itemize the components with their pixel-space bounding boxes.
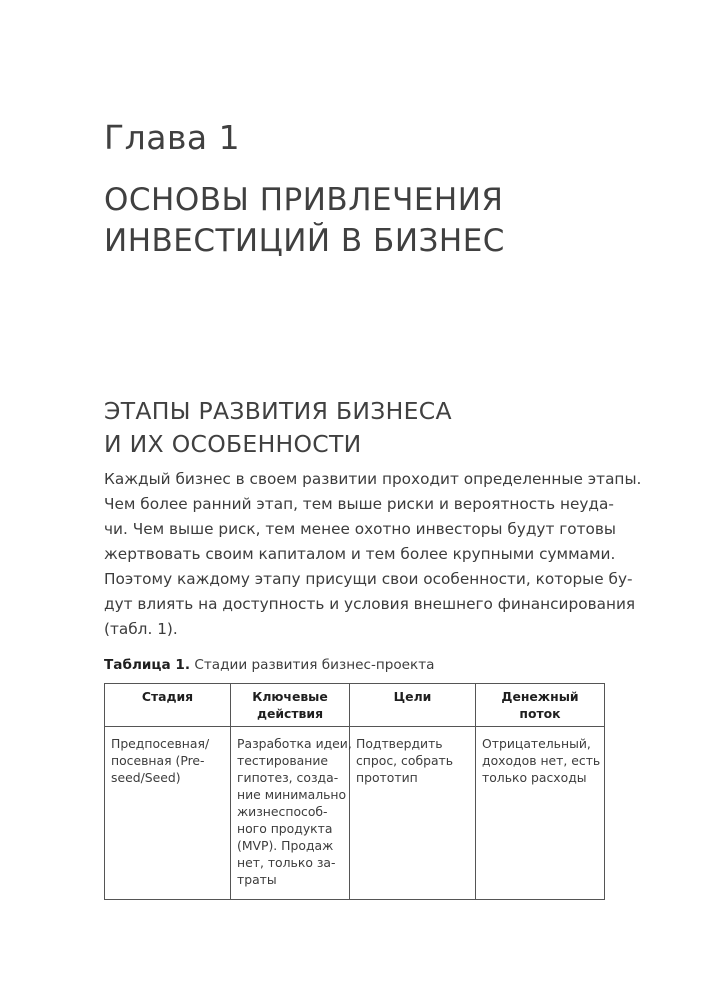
cell-stage: [105, 727, 231, 900]
table-row: [105, 727, 605, 900]
table-caption-label: Таблица 1.: [104, 657, 191, 673]
header-line: Стадия: [141, 689, 194, 704]
header-line: Денежный: [501, 689, 579, 704]
body-line: чи. Чем выше риск, тем менее охотно инвесторы будут готовы: [104, 520, 617, 538]
cell-line: жизнеспособ-: [237, 804, 328, 819]
header-cash-flow: [476, 684, 605, 727]
cell-line: Подтвердить: [356, 736, 443, 751]
header-stage: [105, 684, 231, 727]
chapter-title-line: ИНВЕСТИЦИЙ В БИЗНЕС: [104, 223, 505, 259]
cell-line: тестирование: [237, 753, 329, 768]
body-line: дут влиять на доступность и условия внешнего финансирования: [104, 595, 636, 613]
cell-line: ние минимально: [237, 787, 347, 802]
section-title-line: ЭТАПЫ РАЗВИТИЯ БИЗНЕСА: [104, 397, 452, 425]
cell-line: посевная (Pre-: [111, 753, 205, 768]
cell-line: доходов нет, есть: [482, 753, 601, 768]
cell-line: Разработка идеи,: [237, 736, 352, 751]
stages-table: [104, 683, 605, 900]
header-line: Цели: [393, 689, 432, 704]
body-paragraph: [104, 467, 642, 642]
cell-line: нет, только за-: [237, 855, 336, 870]
header-goals: [350, 684, 476, 727]
chapter-title: [104, 180, 624, 262]
header-line: Ключевые: [252, 689, 328, 704]
section-title-line: И ИХ ОСОБЕННОСТИ: [104, 430, 362, 458]
table-header-row: [105, 684, 605, 727]
body-line: (табл. 1).: [104, 620, 178, 638]
header-line: поток: [519, 706, 561, 721]
cell-line: прототип: [356, 770, 418, 785]
cell-line: seed/Seed): [111, 770, 181, 785]
chapter-label: Глава 1: [104, 118, 241, 157]
table-caption-text: Стадии развития бизнес-проекта: [190, 657, 435, 673]
body-line: Чем более ранний этап, тем выше риски и вероятность неуда-: [104, 495, 614, 513]
body-line: жертвовать своим капиталом и тем более крупными суммами.: [104, 545, 616, 563]
body-line: Поэтому каждому этапу присущи свои особенности, которые бу-: [104, 570, 633, 588]
cell-line: спрос, собрать: [356, 753, 454, 768]
cell-line: только расходы: [482, 770, 587, 785]
cell-line: гипотез, созда-: [237, 770, 339, 785]
header-line: действия: [256, 706, 324, 721]
cell-line: траты: [237, 872, 277, 887]
section-title: [104, 395, 624, 461]
chapter-title-line: ОСНОВЫ ПРИВЛЕЧЕНИЯ: [104, 182, 504, 218]
table-caption: [104, 657, 435, 673]
cell-line: Предпосевная/: [111, 736, 210, 751]
cell-key-actions: [231, 727, 350, 900]
header-key-actions: [231, 684, 350, 727]
cell-line: ного продукта: [237, 821, 333, 836]
cell-line: Отрицательный,: [482, 736, 591, 751]
cell-goals: [350, 727, 476, 900]
body-line: Каждый бизнес в своем развитии проходит определенные этапы.: [104, 470, 642, 488]
cell-cash-flow: [476, 727, 605, 900]
cell-line: (MVP). Продаж: [237, 838, 334, 853]
